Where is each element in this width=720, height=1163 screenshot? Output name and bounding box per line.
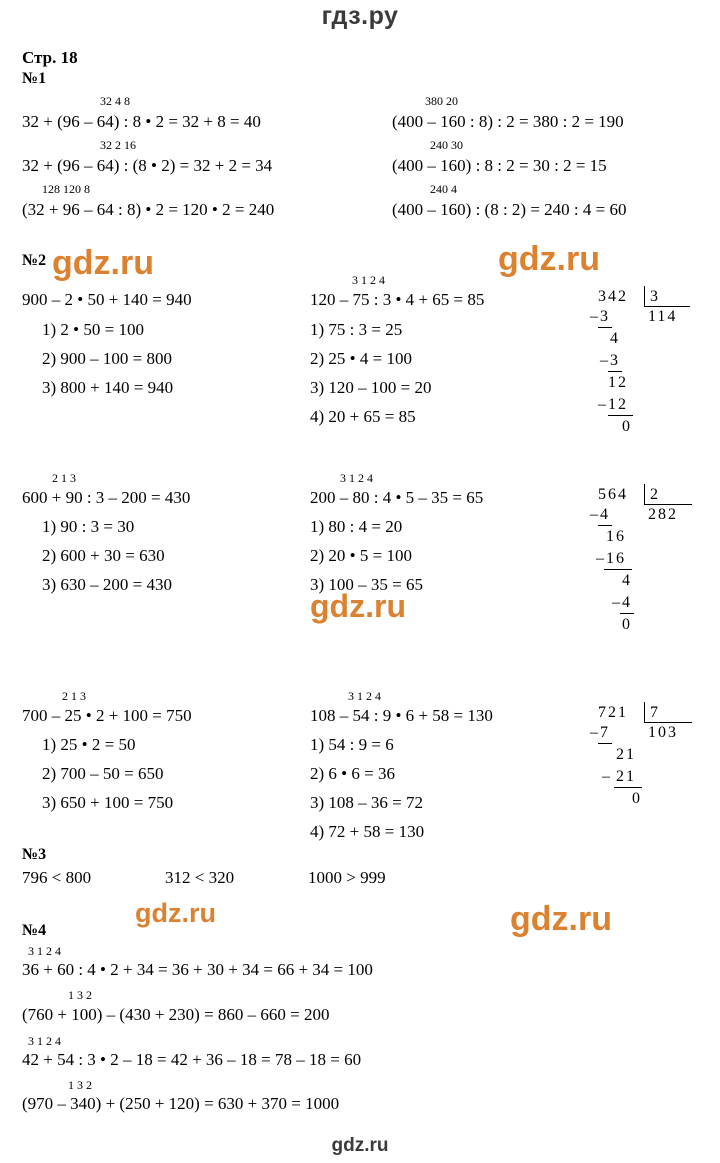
task1-order-marks-4: 380 20 xyxy=(425,94,458,108)
ld1-row-1: 3 xyxy=(600,308,610,325)
task2-c1-step-2-3: 3) 630 – 200 = 430 xyxy=(42,575,172,594)
task2-c2-expression-2: 200 – 80 : 4 • 5 – 35 = 65 xyxy=(310,488,484,507)
ld1-row-5: 12 xyxy=(608,396,628,413)
ld1-row-4: 12 xyxy=(608,374,628,391)
task2-c1-step-2-1: 1) 90 : 3 = 30 xyxy=(42,517,135,536)
task4-order-4: 1 3 2 xyxy=(68,1078,92,1092)
task2-c2-step-1-1: 1) 75 : 3 = 25 xyxy=(310,320,403,339)
task2-c1-expression-1: 900 – 2 • 50 + 140 = 940 xyxy=(22,290,192,309)
ld3-row-4: 0 xyxy=(632,790,642,807)
task1-expression-4: (400 – 160 : 8) : 2 = 380 : 2 = 190 xyxy=(392,112,624,131)
long-division-2: 564 2 282 – 4 16 – 16 4 – 4 0 xyxy=(598,486,708,646)
ld2-row-2: 16 xyxy=(606,528,626,545)
ld1-row-6: 0 xyxy=(622,418,632,435)
task2-c1-expression-2: 600 + 90 : 3 – 200 = 430 xyxy=(22,488,191,507)
task2-c1-order-3: 2 1 3 xyxy=(62,689,86,703)
task2-c2-step-1-4: 4) 20 + 65 = 85 xyxy=(310,407,416,426)
task1-order-marks-1: 32 4 8 xyxy=(100,94,130,108)
watermark-1: gdz.ru xyxy=(52,244,154,282)
task1-order-marks-5: 240 30 xyxy=(430,138,463,152)
task2-c1-step-3-2: 2) 700 – 50 = 650 xyxy=(42,764,164,783)
task2-c1-step-1-1: 1) 2 • 50 = 100 xyxy=(42,320,144,339)
ld3-row-1: 7 xyxy=(600,724,610,741)
task2-c2-step-1-3: 3) 120 – 100 = 20 xyxy=(310,378,432,397)
task-number-1: №1 xyxy=(22,70,47,87)
task4-expression-2: (760 + 100) – (430 + 230) = 860 – 660 = 200 xyxy=(22,1005,330,1024)
ld1-divisor: 3 xyxy=(650,288,660,305)
task2-c2-step-3-2: 2) 6 • 6 = 36 xyxy=(310,764,395,783)
ld3-dividend: 721 xyxy=(598,704,628,721)
task4-expression-4: (970 – 340) + (250 + 120) = 630 + 370 = 1000 xyxy=(22,1094,340,1113)
task4-expression-1: 36 + 60 : 4 • 2 + 34 = 36 + 30 + 34 = 66 + 34 = 100 xyxy=(22,960,373,979)
task-number-3: №3 xyxy=(22,846,47,863)
task2-c1-step-2-2: 2) 600 + 30 = 630 xyxy=(42,546,165,565)
ld1-dividend: 342 xyxy=(598,288,628,305)
ld1-row-2: 4 xyxy=(610,330,620,347)
task2-c2-expression-1: 120 – 75 : 3 • 4 + 65 = 85 xyxy=(310,290,485,309)
ld2-row-3: 16 xyxy=(606,550,626,567)
task3-comparison-2: 312 < 320 xyxy=(165,868,235,887)
ld3-divisor: 7 xyxy=(650,704,660,721)
task1-expression-3: (32 + 96 – 64 : 8) • 2 = 120 • 2 = 240 xyxy=(22,200,275,219)
watermark-2: gdz.ru xyxy=(498,240,600,278)
task2-c1-expression-3: 700 – 25 • 2 + 100 = 750 xyxy=(22,706,192,725)
task2-c2-step-2-1: 1) 80 : 4 = 20 xyxy=(310,517,403,536)
watermark-4: gdz.ru xyxy=(135,898,216,928)
task2-c1-step-3-3: 3) 650 + 100 = 750 xyxy=(42,793,174,812)
task3-comparison-1: 796 < 800 xyxy=(22,868,92,887)
task2-c2-order-2: 3 1 2 4 xyxy=(340,471,373,485)
task2-c2-expression-3: 108 – 54 : 9 • 6 + 58 = 130 xyxy=(310,706,493,725)
ld2-divisor: 2 xyxy=(650,486,660,503)
task-number-2: №2 xyxy=(22,252,47,269)
task4-order-1: 3 1 2 4 xyxy=(28,944,61,958)
task2-c2-step-2-3: 3) 100 – 35 = 65 xyxy=(310,575,423,594)
task1-order-marks-6: 240 4 xyxy=(430,182,457,196)
ld1-row-3: 3 xyxy=(610,352,620,369)
task4-order-2: 1 3 2 xyxy=(68,988,92,1002)
task2-c2-step-3-3: 3) 108 – 36 = 72 xyxy=(310,793,423,812)
task4-expression-3: 42 + 54 : 3 • 2 – 18 = 42 + 36 – 18 = 78 – 18 = 60 xyxy=(22,1050,362,1069)
ld3-quotient: 103 xyxy=(648,724,678,741)
task2-c1-step-1-3: 3) 800 + 140 = 940 xyxy=(42,378,174,397)
task2-c2-step-3-4: 4) 72 + 58 = 130 xyxy=(310,822,425,841)
site-logo-top: гдз.ру xyxy=(321,2,399,30)
task-number-4: №4 xyxy=(22,922,47,939)
task4-order-3: 3 1 2 4 xyxy=(28,1034,61,1048)
task1-order-marks-3: 128 120 8 xyxy=(42,182,90,196)
ld3-row-3: 21 xyxy=(616,768,636,785)
watermark-5: gdz.ru xyxy=(510,900,612,938)
site-logo-bottom: gdz.ru xyxy=(331,1135,389,1156)
task2-c1-step-3-1: 1) 25 • 2 = 50 xyxy=(42,735,136,754)
task2-c2-step-3-1: 1) 54 : 9 = 6 xyxy=(310,735,394,754)
ld2-row-4: 4 xyxy=(622,572,632,589)
task1-expression-2: 32 + (96 – 64) : (8 • 2) = 32 + 2 = 34 xyxy=(22,156,273,175)
task2-c2-order-1: 3 1 2 4 xyxy=(352,273,385,287)
task2-c1-order-2: 2 1 3 xyxy=(52,471,76,485)
task2-c2-step-1-2: 2) 25 • 4 = 100 xyxy=(310,349,412,368)
ld3-row-2: 21 xyxy=(616,746,636,763)
task1-expression-5: (400 – 160) : 8 : 2 = 30 : 2 = 15 xyxy=(392,156,607,175)
task1-expression-1: 32 + (96 – 64) : 8 • 2 = 32 + 8 = 40 xyxy=(22,112,261,131)
ld2-dividend: 564 xyxy=(598,486,628,503)
ld2-row-1: 4 xyxy=(600,506,610,523)
task2-c2-order-3: 3 1 2 4 xyxy=(348,689,381,703)
watermark-3: gdz.ru xyxy=(310,588,406,624)
long-division-3: 721 7 103 – 7 21 – 21 0 xyxy=(598,704,708,834)
page-label: Стр. 18 xyxy=(22,48,78,67)
ld2-quotient: 282 xyxy=(648,506,678,523)
task3-comparison-3: 1000 > 999 xyxy=(308,868,386,887)
task2-c2-step-2-2: 2) 20 • 5 = 100 xyxy=(310,546,412,565)
task1-order-marks-2: 32 2 16 xyxy=(100,138,136,152)
ld2-row-5: 4 xyxy=(622,594,632,611)
ld2-row-6: 0 xyxy=(622,616,632,633)
long-division-1: 342 3 114 – 3 4 – 3 12 – 12 0 xyxy=(598,288,708,438)
ld1-quotient: 114 xyxy=(648,308,678,325)
task1-expression-6: (400 – 160) : (8 : 2) = 240 : 4 = 60 xyxy=(392,200,627,219)
task2-c1-step-1-2: 2) 900 – 100 = 800 xyxy=(42,349,172,368)
